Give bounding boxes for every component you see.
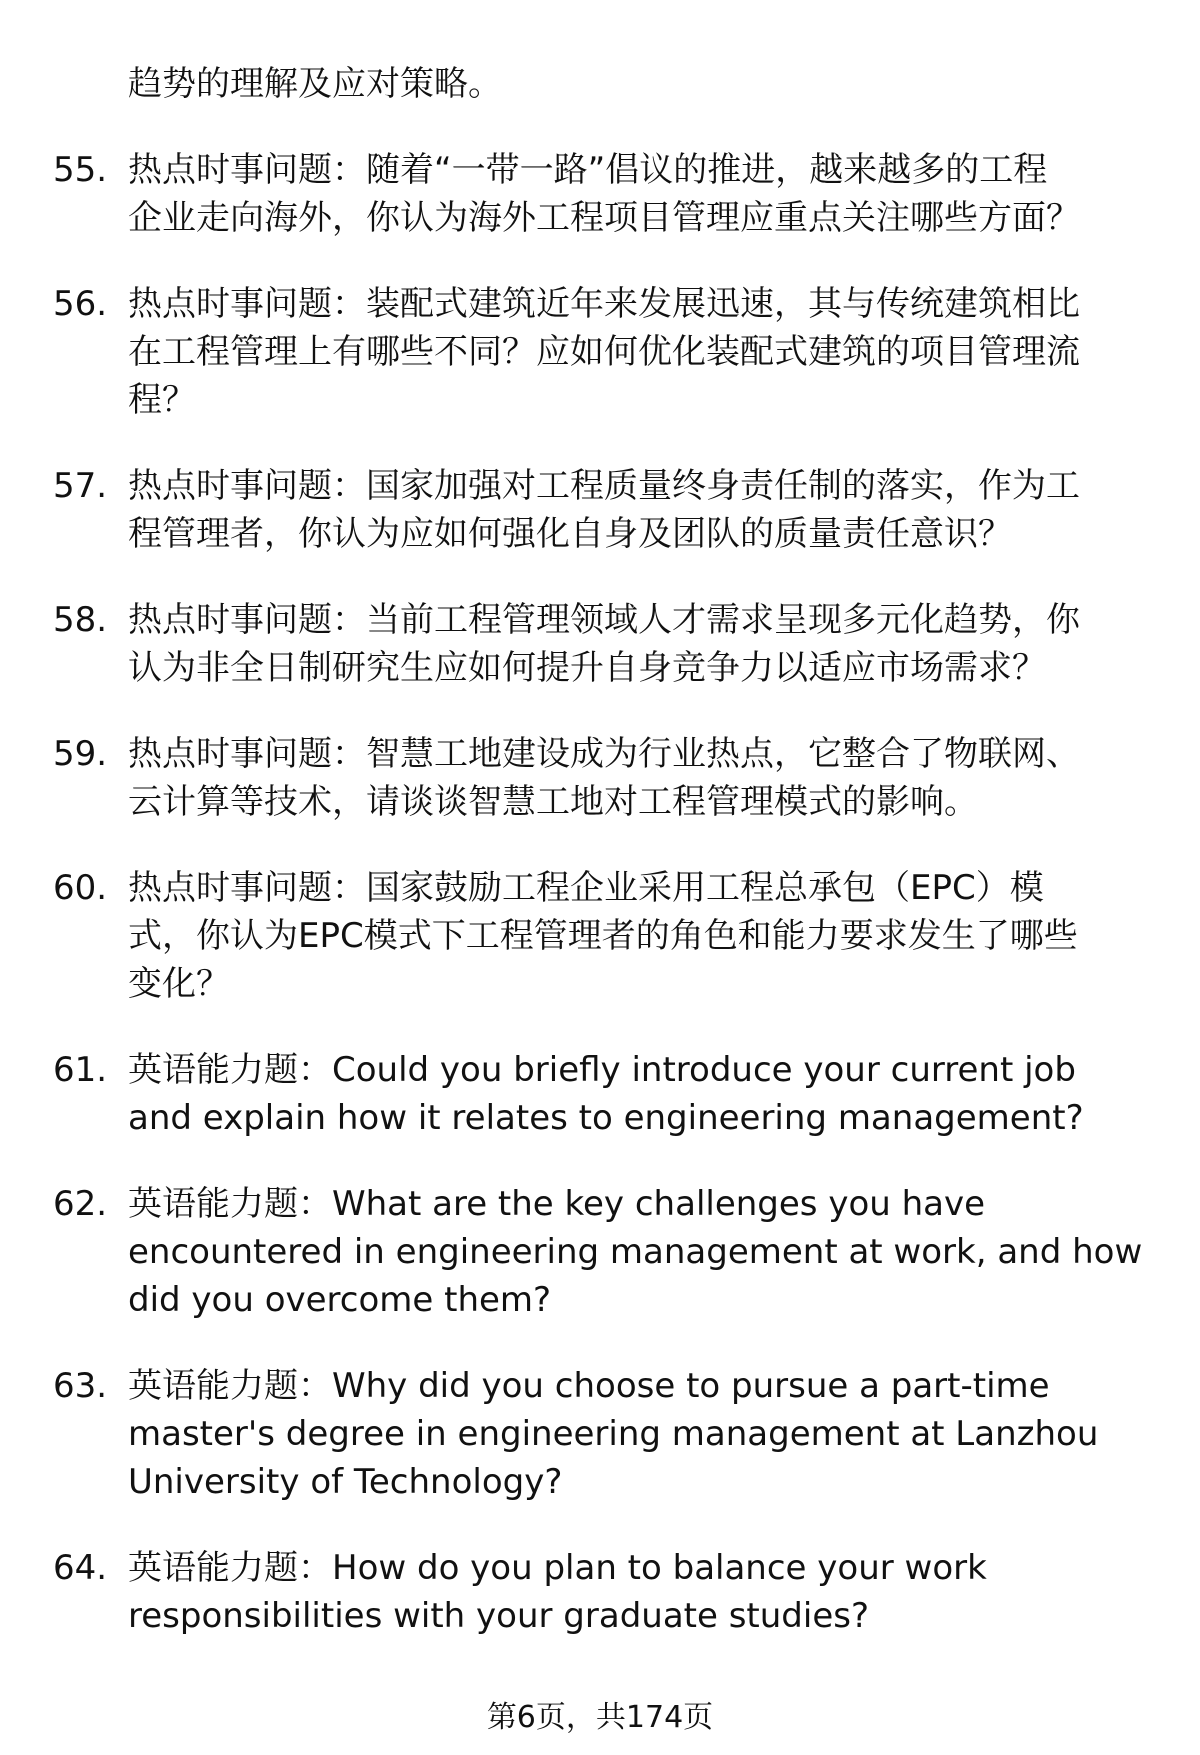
question-text-line: master's degree in engineering management at Lanzhou bbox=[128, 1414, 1099, 1454]
question-text-line: 英语能力题：How do you plan to balance your work bbox=[128, 1548, 987, 1588]
question-number: 60. bbox=[53, 868, 108, 908]
question-item bbox=[0, 596, 1200, 692]
question-text-line: 程管理者，你认为应如何强化自身及团队的质量责任意识？ bbox=[128, 514, 1012, 554]
question-text-line: and explain how it relates to engineering management? bbox=[128, 1098, 1084, 1138]
question-number: 57. bbox=[53, 466, 108, 506]
question-item bbox=[0, 1180, 1200, 1324]
question-number: 62. bbox=[53, 1184, 108, 1224]
question-number: 56. bbox=[53, 284, 108, 324]
question-text-line: 程？ bbox=[128, 380, 196, 420]
question-item bbox=[0, 1544, 1200, 1640]
question-item bbox=[0, 730, 1200, 826]
question-text-line: 云计算等技术，请谈谈智慧工地对工程管理模式的影响。 bbox=[128, 782, 978, 822]
question-item bbox=[0, 462, 1200, 558]
question-number: 59. bbox=[53, 734, 108, 774]
question-number: 55. bbox=[53, 150, 108, 190]
question-number: 58. bbox=[53, 600, 108, 640]
question-number: 64. bbox=[53, 1548, 108, 1588]
question-item bbox=[0, 1362, 1200, 1506]
question-item bbox=[0, 146, 1200, 242]
question-text-line: 在工程管理上有哪些不同？应如何优化装配式建筑的项目管理流 bbox=[128, 332, 1080, 372]
question-text-line: 英语能力题：Why did you choose to pursue a part-time bbox=[128, 1366, 1050, 1406]
question-text-line: did you overcome them? bbox=[128, 1280, 552, 1320]
document-body bbox=[0, 60, 1200, 1640]
question-text-line: 英语能力题：Could you briefly introduce your current job bbox=[128, 1050, 1076, 1090]
question-number: 61. bbox=[53, 1050, 108, 1090]
question-text-line: 热点时事问题：装配式建筑近年来发展迅速，其与传统建筑相比 bbox=[128, 284, 1080, 324]
question-text-line: University of Technology? bbox=[128, 1462, 563, 1502]
question-item bbox=[0, 280, 1200, 424]
question-text-line: encountered in engineering management at work, and how bbox=[128, 1232, 1143, 1272]
question-text-line: 热点时事问题：当前工程管理领域人才需求呈现多元化趋势，你 bbox=[128, 600, 1080, 640]
question-text-line: 英语能力题：What are the key challenges you have bbox=[128, 1184, 986, 1224]
question-item bbox=[0, 864, 1200, 1008]
question-text-line: 企业走向海外，你认为海外工程项目管理应重点关注哪些方面？ bbox=[128, 198, 1080, 238]
question-text-line: 变化？ bbox=[128, 964, 230, 1004]
question-text-line: 热点时事问题：随着“一带一路”倡议的推进，越来越多的工程 bbox=[128, 150, 1048, 190]
question-text-line: 热点时事问题：国家鼓励工程企业采用工程总承包（EPC）模 bbox=[128, 868, 1044, 908]
question-text-line: 热点时事问题：智慧工地建设成为行业热点，它整合了物联网、 bbox=[128, 734, 1080, 774]
question-text-line: 认为非全日制研究生应如何提升自身竞争力以适应市场需求？ bbox=[128, 648, 1046, 688]
continued-text: 趋势的理解及应对策略。 bbox=[128, 64, 502, 104]
question-text-line: responsibilities with your graduate studies? bbox=[128, 1596, 870, 1636]
question-text-line: 式，你认为EPC模式下工程管理者的角色和能力要求发生了哪些 bbox=[128, 916, 1078, 956]
question-item bbox=[0, 1046, 1200, 1142]
question-text-line: 热点时事问题：国家加强对工程质量终身责任制的落实，作为工 bbox=[128, 466, 1080, 506]
question-number: 63. bbox=[53, 1366, 108, 1406]
page-number: 第6页，共174页 bbox=[486, 1700, 714, 1735]
